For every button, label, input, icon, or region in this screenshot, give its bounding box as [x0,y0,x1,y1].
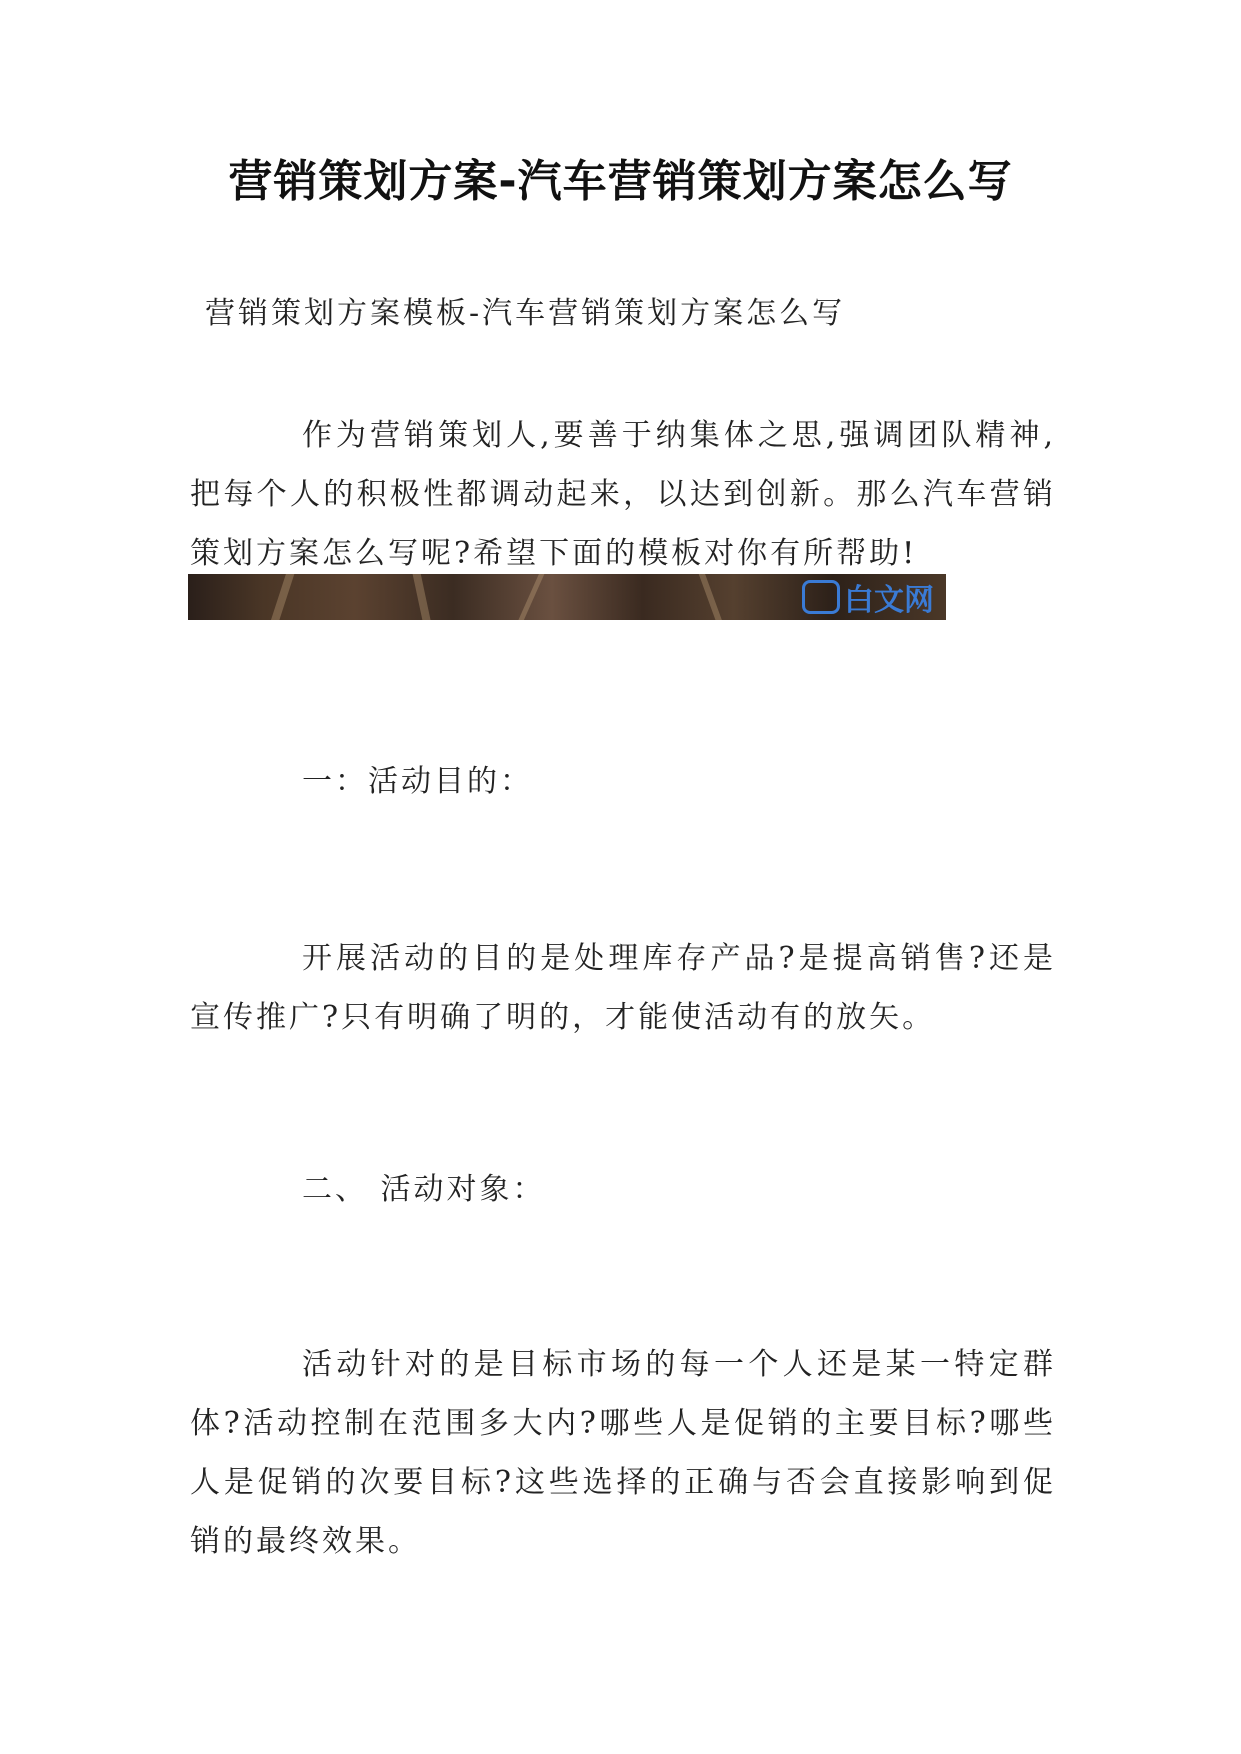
document-title: 营销策划方案-汽车营销策划方案怎么写 [228,156,1013,207]
section-2-body: 活动针对的是目标市场的每一个人还是某一特定群体?活动控制在范围多大内?哪些人是促销的主要目标?哪些人是促销的次要目标?这些选择的正确与否会直接影响到促销的最终效果。 [190,1347,1056,1559]
document-site-logo-icon [802,580,840,614]
section-1-body: 开展活动的目的是处理库存产品?是提高销售?还是宣传推广?只有明确了明的，才能使活动有的放矢。 [190,941,1056,1035]
document-subtitle: 营销策划方案模板-汽车营销策划方案怎么写 [205,296,846,331]
banner-logo-text: 白文网 [844,583,934,618]
section-2-heading: 二、 活动对象： [302,1172,546,1207]
section-1-heading: 一：活动目的： [302,764,533,799]
banner-logo [802,574,934,620]
intro-paragraph: 作为营销策划人,要善于纳集体之思,强调团队精神,把每个人的积极性都调动起来，以达到创新。那么汽车营销策划方案怎么写呢?希望下面的模板对你有所帮助! [190,418,1056,571]
banner-image [188,574,946,620]
